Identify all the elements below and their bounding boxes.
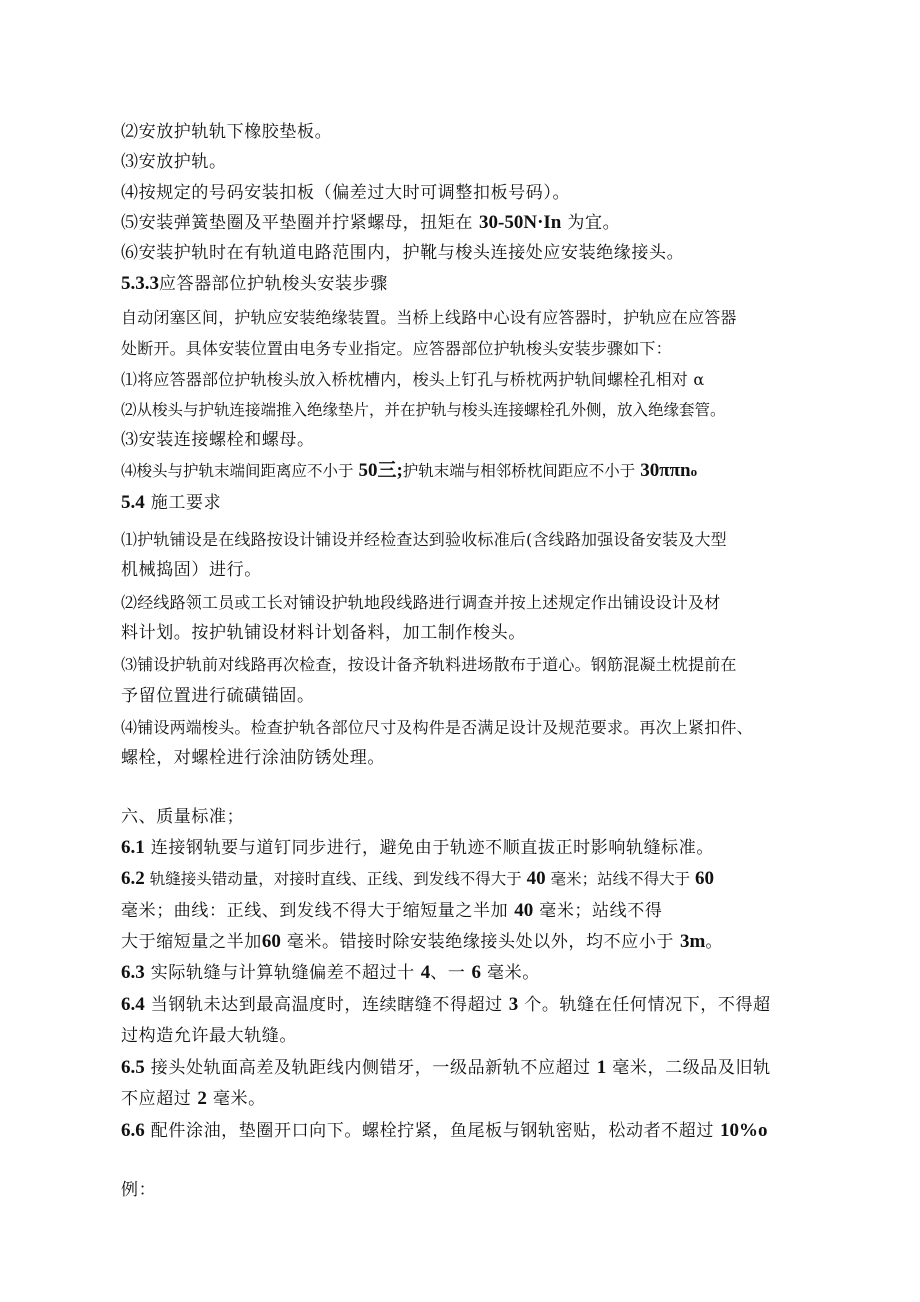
text-line: 处断开。具体安装位置由电务专业指定。应答器部位护轨梭头安装步骤如下：: [121, 339, 672, 358]
text-line: 机械捣固）进行。: [121, 560, 262, 580]
text-line: ⑶铺设护轨前对线路再次检查，按设计备齐轨料进场散布于道心。钢筋混凝土枕提前在: [121, 655, 737, 674]
text-line: ⑹安装护轨时在有轨道电路范围内，护靴与梭头连接处应安装绝缘接头。: [121, 243, 685, 263]
text-line: 予留位置进行硫磺锚固。: [121, 686, 315, 706]
text-line: 料计划。按护轨铺设材料计划备料，加工制作梭头。: [121, 623, 526, 643]
text-line: 6.3 实际轨缝与计算轨缝偏差不超过十 4、一 6 毫米。: [121, 962, 540, 983]
text-line: 6.5 接头处轨面高差及轨距线内侧错牙，一级品新轨不应超过 1 毫米，二级品及旧轨: [121, 1057, 771, 1078]
section-heading: 5.4 施工要求: [121, 492, 222, 513]
section-heading: 5.3.3应答器部位护轨梭头安装步骤: [121, 273, 388, 294]
text-line: ⑷梭头与护轨末端间距离应不小于 50三;护轨末端与相邻桥枕间距应不小于 30ππno: [121, 460, 698, 481]
text-line: 螺栓，对螺栓进行涂油防锈处理。: [121, 748, 385, 768]
text-line: 自动闭塞区间，护轨应安装绝缘装置。当桥上线路中心设有应答器时，护轨应在应答器: [121, 308, 737, 327]
text-line: ⑷铺设两端梭头。检查护轨各部位尺寸及构件是否满足设计及规范要求。再次上紧扣件、: [121, 718, 753, 737]
text-line: ⑶安装连接螺栓和螺母。: [121, 430, 315, 450]
text-line: 6.1 连接钢轨要与道钉同步进行，避免由于轨迹不顺直拔正时影响轨缝标准。: [121, 837, 714, 858]
text-line: 大于缩短量之半加60 毫米。错接时除安装绝缘接头处以外，均不应小于 3m。: [121, 931, 723, 952]
text-line: 不应超过 2 毫米。: [121, 1088, 266, 1109]
section-heading: 六、质量标准；: [121, 807, 245, 827]
text-line: ⑸安装弹簧垫圈及平垫圈并拧紧螺母，扭矩在 30-50N·In 为宜。: [121, 212, 621, 233]
text-line: ⑵安放护轨轨下橡胶垫板。: [121, 122, 333, 142]
text-line: ⑵经线路领工员或工长对铺设护轨地段线路进行调查并按上述规定作出铺设设计及材: [121, 593, 721, 612]
text-line: 例：: [121, 1180, 157, 1200]
text-line: ⑴将应答器部位护轨梭头放入桥枕槽内，梭头上钉孔与桥枕两护轨间螺栓孔相对 α: [121, 370, 705, 389]
text-line: 6.4 当钢轨未达到最高温度时，连续瞎缝不得超过 3 个。轨缝在任何情况下，不得超: [121, 994, 771, 1015]
text-line: ⑴护轨铺设是在线路按设计铺设并经检查达到验收标准后(含线路加强设备安装及大型: [121, 530, 727, 549]
text-line: ⑶安放护轨。: [121, 152, 227, 172]
text-line: 6.2 轨缝接头错动量，对接时直线、正线、到发线不得大于 40 毫米；站线不得大于 60: [121, 868, 715, 889]
text-line: ⑵从梭头与护轨连接端推入绝缘垫片，并在护轨与梭头连接螺栓孔外侧，放入绝缘套管。: [121, 401, 726, 419]
text-line: 过构造允许最大轨缝。: [121, 1026, 297, 1046]
text-line: 毫米；曲线：正线、到发线不得大于缩短量之半加 40 毫米；站线不得: [121, 900, 663, 921]
text-line: 6.6 配件涂油，垫圈开口向下。螺栓拧紧，鱼尾板与钢轨密贴，松动者不超过 10%o: [121, 1120, 768, 1141]
text-line: ⑷按规定的号码安装扣板（偏差过大时可调整扣板号码）。: [121, 183, 571, 203]
